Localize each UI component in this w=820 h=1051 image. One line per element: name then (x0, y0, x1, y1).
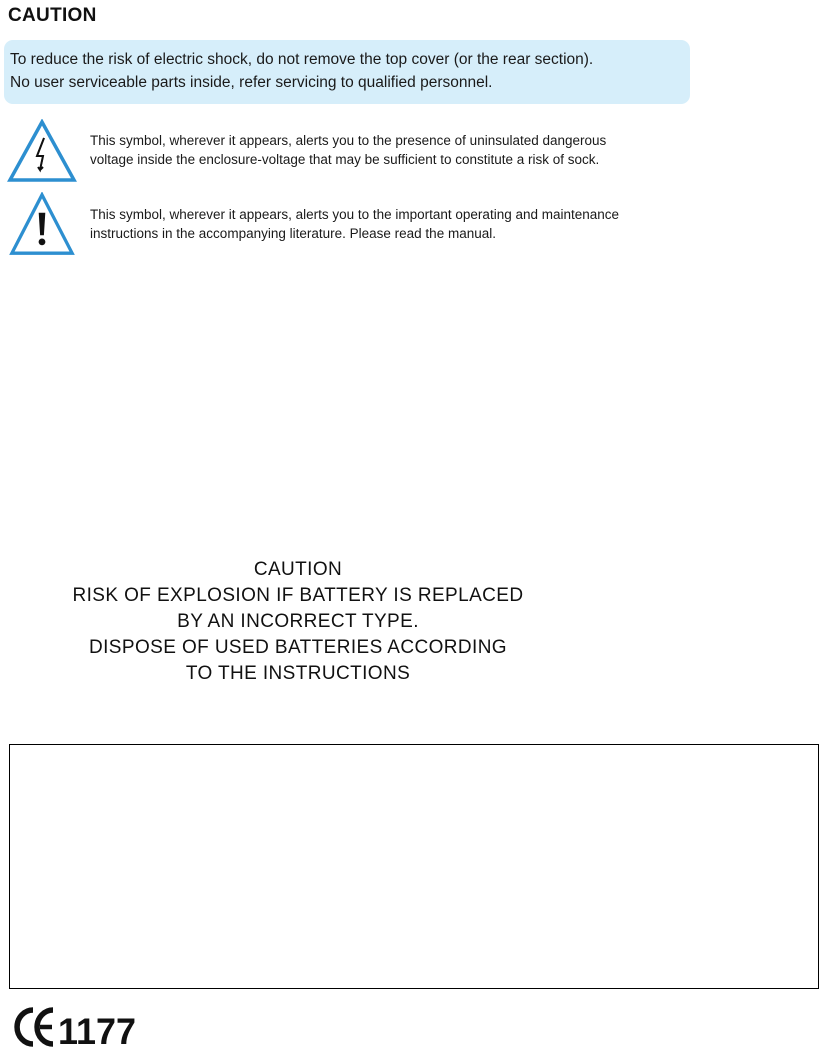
battery-warning-line-5: TO THE INSTRUCTIONS (185, 663, 411, 684)
shock-warning-notice (4, 40, 690, 104)
lightning-description-line-1: This symbol, wherever it appears, alerts you to the presence of uninsulated dangerous (90, 133, 607, 148)
exclamation-triangle-icon (7, 192, 77, 256)
notice-line-2: No user serviceable parts inside, refer servicing to qualified personnel. (10, 74, 493, 91)
lightning-triangle-icon (7, 119, 77, 183)
battery-warning-line-2: RISK OF EXPLOSION IF BATTERY IS REPLACED (72, 585, 524, 606)
lightning-description-line-2: voltage inside the enclosure-voltage that may be sufficient to constitute a risk of sock. (90, 152, 600, 167)
notice-line-1: To reduce the risk of electric shock, do not remove the top cover (or the rear section). (10, 51, 594, 68)
exclamation-description-line-1: This symbol, wherever it appears, alerts you to the important operating and maintenance (90, 207, 620, 222)
battery-warning-line-4: DISPOSE OF USED BATTERIES ACCORDING (89, 637, 507, 658)
lightning-symbol-description (90, 131, 606, 169)
battery-warning-line-3: BY AN INCORRECT TYPE. (177, 611, 419, 632)
ce-mark-logo (11, 1001, 141, 1051)
svg-text:1177: 1177 (58, 1011, 136, 1051)
exclamation-symbol-description (90, 205, 619, 243)
battery-warning-title: CAUTION (253, 559, 343, 580)
exclamation-description-line-2: instructions in the accompanying literature. Please read the manual. (90, 226, 496, 241)
caution-heading: CAUTION (8, 5, 97, 26)
battery-warning (10, 557, 586, 687)
empty-bordered-frame (9, 744, 819, 989)
